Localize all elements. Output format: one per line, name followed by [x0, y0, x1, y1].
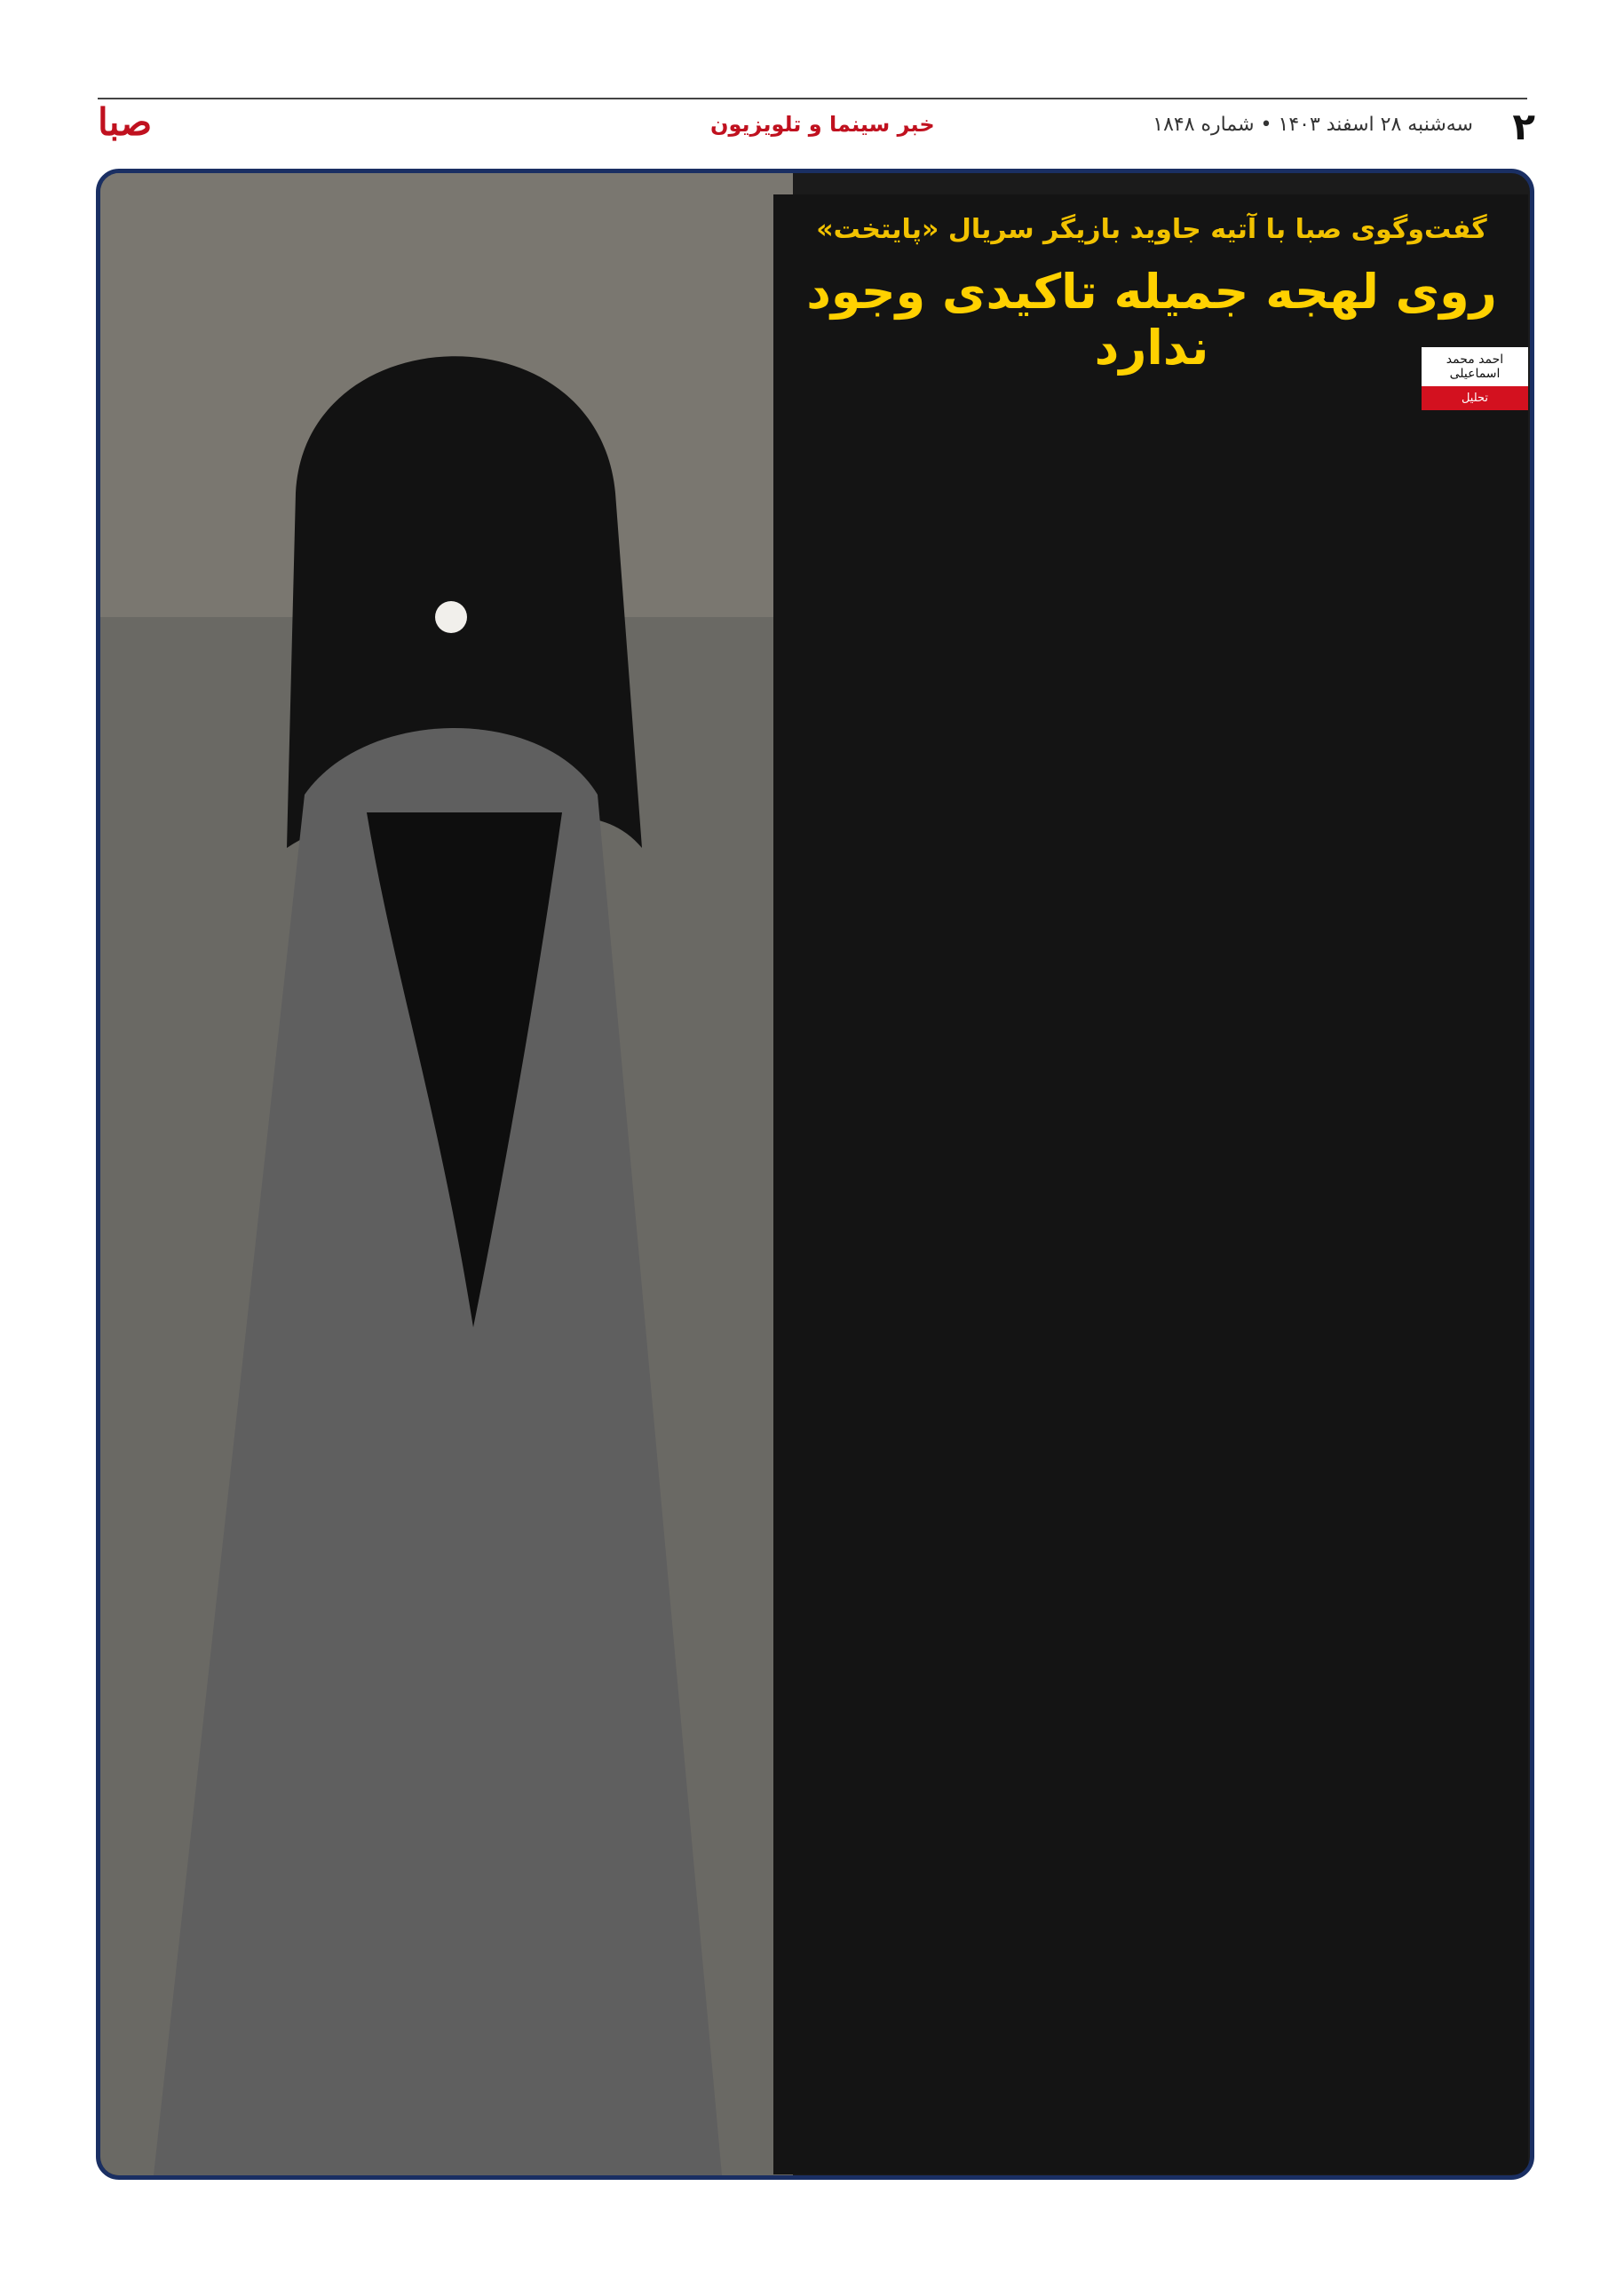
logo-text: صبا — [98, 100, 153, 144]
header-divider — [98, 98, 1527, 99]
text-panel — [773, 194, 1528, 2174]
byline-role: تحلیل — [1422, 386, 1528, 410]
page-number: ۲ — [1512, 105, 1535, 148]
issue-info: سه‌شنبه ۲۸ اسفند ۱۴۰۳ • شماره ۱۸۴۸ — [1153, 114, 1473, 136]
article-frame — [96, 169, 1534, 2180]
section-title: خبر سینما و تلویزیون — [710, 112, 935, 137]
portrait-photo — [100, 173, 793, 2175]
article-kicker: گفت‌وگوی صبا با آتیه جاوید بازیگر سریال «پایتخت» — [816, 214, 1487, 245]
byline-box — [1422, 347, 1528, 413]
byline-name: احمد محمد اسماعیلی — [1422, 347, 1528, 386]
article-headline: روی لهجه جمیله تاکیدی وجود ندارد — [806, 264, 1497, 376]
portrait-illustration — [100, 173, 793, 2175]
publication-logo — [98, 101, 181, 144]
